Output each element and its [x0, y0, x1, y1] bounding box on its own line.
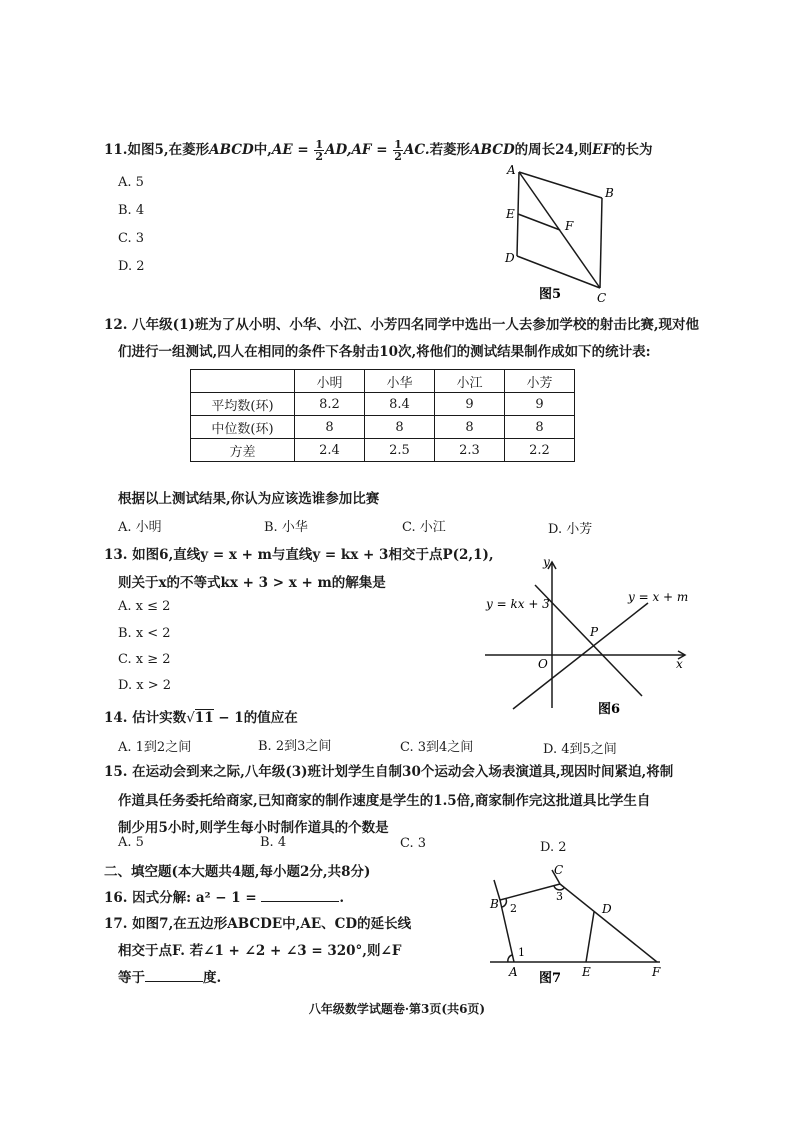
fig7-angle-1: 1 — [518, 946, 525, 959]
fraction-half: $\frac{1}{2}$ — [315, 138, 324, 163]
fig7-label-a: A — [509, 965, 518, 979]
fig7-label-b: B — [490, 897, 499, 911]
q13-option-b[interactable]: B. x < 2 — [118, 626, 171, 641]
q14-option-a[interactable]: A. 1到2之间 — [118, 740, 192, 755]
table-cell: 9 — [505, 393, 575, 416]
table-cell: 2.4 — [295, 439, 365, 462]
fig5-label-f: F — [565, 219, 574, 233]
fig5-caption: 图5 — [539, 287, 562, 302]
figure-5 — [495, 160, 625, 305]
table-cell: 8 — [295, 416, 365, 439]
q17-line-2: 相交于点F. 若∠1 + ∠2 + ∠3 = 320°,则∠F — [118, 943, 402, 959]
table-cell: 8.2 — [295, 393, 365, 416]
q15-option-b[interactable]: B. 4 — [260, 835, 287, 850]
q13-option-c[interactable]: C. x ≥ 2 — [118, 652, 171, 667]
q12-option-a[interactable]: A. 小明 — [118, 520, 162, 535]
table-cell: 2.3 — [435, 439, 505, 462]
q13-option-d[interactable]: D. x > 2 — [118, 678, 171, 693]
table-cell: 方差 — [191, 439, 295, 462]
fig7-angle-2-arc — [502, 899, 506, 907]
fig7-edge-de — [586, 912, 594, 962]
q13-line-1: 13. 如图6,直线y = x + m与直线y = kx + 3相交于点P(2,1), — [104, 547, 494, 563]
q17-line-1: 17. 如图7,在五边形ABCDE中,AE、CD的延长线 — [104, 916, 412, 932]
fig5-label-e: E — [506, 207, 515, 221]
fig5-label-b: B — [605, 186, 614, 200]
fig7-angle-3: 3 — [556, 890, 563, 903]
q13-line-2: 则关于x的不等式kx + 3 > x + m的解集是 — [118, 575, 386, 591]
table-cell: 中位数(环) — [191, 416, 295, 439]
fig7-angle-2: 2 — [510, 902, 517, 915]
q14-stem: 14. 估计实数√11 − 1的值应在 — [104, 710, 298, 726]
q17-line-3: 等于 度. — [118, 970, 222, 986]
fig5-edge-ab — [519, 172, 602, 198]
q14-option-b[interactable]: B. 2到3之间 — [258, 739, 332, 754]
q15-option-d[interactable]: D. 2 — [540, 840, 567, 855]
fig6-label-line-kx3: y = kx + 3 — [486, 597, 550, 611]
fig7-label-e: E — [582, 965, 591, 979]
q11-option-c[interactable]: C. 3 — [118, 231, 145, 246]
fig7-label-f: F — [652, 965, 661, 979]
sqrt-symbol: √ — [186, 710, 195, 726]
table-header-cell: 小芳 — [505, 370, 575, 393]
table-cell: 8.4 — [365, 393, 435, 416]
fig7-angle-1-arc — [508, 955, 512, 962]
table-cell: 2.2 — [505, 439, 575, 462]
q15-option-c[interactable]: C. 3 — [400, 836, 427, 851]
fig6-label-line-xm: y = x + m — [628, 590, 689, 604]
table-cell: 平均数(环) — [191, 393, 295, 416]
q12-option-b[interactable]: B. 小华 — [264, 520, 308, 535]
table-row — [191, 393, 575, 416]
q12-line-1: 12. 八年级(1)班为了从小明、小华、小江、小芳四名同学中选出一人去参加学校的射击比赛,现对他 — [104, 317, 700, 333]
fig5-label-a: A — [507, 163, 516, 177]
q11-option-b[interactable]: B. 4 — [118, 203, 145, 218]
table-row — [191, 439, 575, 462]
q12-line-2: 们进行一组测试,四人在相同的条件下各射击10次,将他们的测试结果制作成如下的统计表: — [118, 344, 651, 360]
fig7-caption: 图7 — [539, 971, 562, 986]
q12-option-d[interactable]: D. 小芳 — [548, 522, 593, 537]
fig5-label-d: D — [505, 251, 515, 265]
fig6-label-x: x — [676, 657, 683, 671]
table-header-row — [191, 370, 575, 393]
section-2-title: 二、填空题(本大题共4题,每小题2分,共8分) — [104, 864, 371, 880]
table-row — [191, 416, 575, 439]
fig5-edge-cd — [517, 256, 600, 288]
fig6-label-p: P — [590, 625, 599, 639]
q12-prompt: 根据以上测试结果,你认为应该选谁参加比赛 — [118, 491, 380, 507]
page-footer: 八年级数学试题卷·第3页(共6页) — [308, 1002, 486, 1016]
table-cell: 9 — [435, 393, 505, 416]
fig7-edge-bc — [500, 884, 560, 900]
q15-option-a[interactable]: A. 5 — [118, 835, 144, 850]
q11-option-d[interactable]: D. 2 — [118, 259, 145, 274]
q16-answer-blank[interactable] — [261, 889, 339, 902]
fig6-label-y: y — [543, 555, 550, 569]
fig7-line-cf — [560, 884, 657, 962]
q12-option-c[interactable]: C. 小江 — [402, 520, 446, 535]
table-cell: 8 — [435, 416, 505, 439]
table-header-cell — [191, 370, 295, 393]
table-header-cell: 小华 — [365, 370, 435, 393]
q15-line-2: 作道具任务委托给商家,已知商家的制作速度是学生的1.5倍,商家制作完这批道具比学生自 — [118, 793, 651, 809]
q16-stem: 16. 因式分解: a² − 1 = . — [104, 890, 345, 906]
fig6-label-o: O — [538, 657, 548, 671]
table-cell: 2.5 — [365, 439, 435, 462]
fig5-edge-bc — [600, 198, 602, 288]
q12-stats-table — [190, 369, 575, 462]
fig7-label-c: C — [554, 863, 564, 877]
q14-option-c[interactable]: C. 3到4之间 — [400, 740, 474, 755]
fig6-line-xm — [513, 603, 648, 709]
q14-option-d[interactable]: D. 4到5之间 — [543, 742, 617, 757]
fig7-label-d: D — [602, 902, 612, 916]
table-header-cell: 小江 — [435, 370, 505, 393]
table-header-cell: 小明 — [295, 370, 365, 393]
fig5-label-c: C — [597, 291, 607, 305]
q15-line-1: 15. 在运动会到来之际,八年级(3)班计划学生自制30个运动会入场表演道具,现因时间紧迫,将制 — [104, 764, 674, 780]
sqrt-radicand: 11 — [194, 710, 214, 726]
fig6-caption: 图6 — [598, 702, 621, 717]
figure-6 — [480, 548, 700, 718]
q11-stem: 11.如图5,在菱形ABCD中,AE = $\frac{1}{2}$ AD,AF = $\frac{1}{2}$ AC.若菱形ABCD的周长24,则EF的长为 — [104, 138, 653, 163]
table-cell: 8 — [365, 416, 435, 439]
q11-option-a[interactable]: A. 5 — [118, 175, 144, 190]
q15-line-3: 制少用5小时,则学生每小时制作道具的个数是 — [118, 820, 389, 836]
q13-option-a[interactable]: A. x ≤ 2 — [118, 599, 171, 614]
q17-answer-blank[interactable] — [145, 969, 203, 982]
fraction-half: $\frac{1}{2}$ — [394, 138, 402, 163]
table-cell: 8 — [505, 416, 575, 439]
figure-7 — [482, 860, 672, 990]
